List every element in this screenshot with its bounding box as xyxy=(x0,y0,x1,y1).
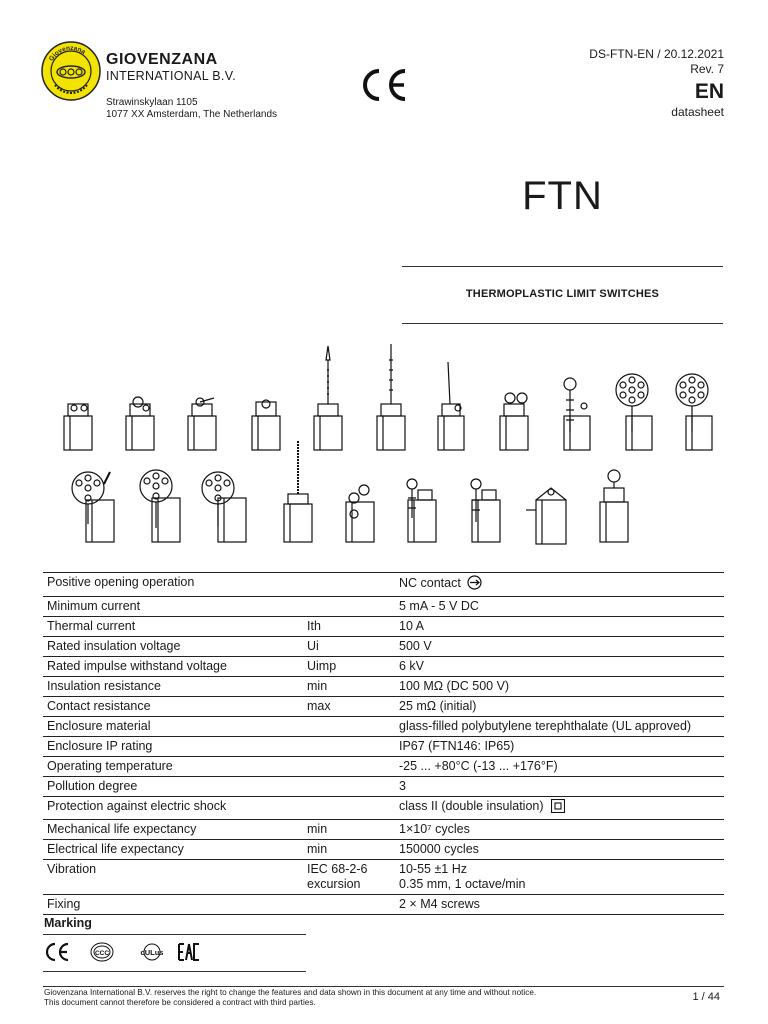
table-row xyxy=(43,717,724,737)
spec-symbol: min xyxy=(303,840,395,860)
switch-illustration xyxy=(407,479,436,542)
ce-mark-icon xyxy=(357,67,411,103)
table-row xyxy=(43,573,724,597)
product-title: FTN xyxy=(522,174,603,218)
switch-illustration xyxy=(471,479,500,542)
switch-illustration xyxy=(564,378,590,450)
table-row xyxy=(43,840,724,860)
company-subtitle: INTERNATIONAL B.V. xyxy=(106,69,236,83)
spec-symbol xyxy=(303,573,395,597)
ce-mark-icon xyxy=(44,942,70,967)
product-illustrations xyxy=(40,340,730,555)
table-row xyxy=(43,757,724,777)
spec-value: 2 × M4 screws xyxy=(395,895,724,915)
switch-illustration xyxy=(600,470,628,542)
spec-symbol: Ui xyxy=(303,637,395,657)
spec-name: Rated impulse withstand voltage xyxy=(43,657,303,677)
spec-value: 10-55 ±1 Hz xyxy=(399,862,468,876)
address-line-2: 1077 XX Amsterdam, The Netherlands xyxy=(106,109,278,120)
spec-symbol xyxy=(303,757,395,777)
switch-illustration xyxy=(188,398,216,450)
table-row xyxy=(43,657,724,677)
switch-illustration xyxy=(346,485,374,542)
spec-value-cell xyxy=(395,797,724,820)
spec-value: 6 kV xyxy=(395,657,724,677)
spec-name: Thermal current xyxy=(43,617,303,637)
table-row xyxy=(43,617,724,637)
marking-title: Marking xyxy=(44,916,92,930)
switch-illustration xyxy=(72,472,114,542)
spec-symbol: Uimp xyxy=(303,657,395,677)
spec-symbol xyxy=(303,777,395,797)
ccc-mark-icon xyxy=(90,942,114,967)
spec-name: Enclosure IP rating xyxy=(43,737,303,757)
document-code: DS-FTN-EN / 20.12.2021 xyxy=(589,47,724,61)
table-row xyxy=(43,677,724,697)
language-code: EN xyxy=(694,80,724,103)
spec-name: Rated insulation voltage xyxy=(43,637,303,657)
document-type: datasheet xyxy=(671,105,724,119)
spec-symbol: IEC 68-2-6 xyxy=(307,862,368,876)
switch-illustration xyxy=(616,374,652,450)
switch-illustration xyxy=(500,393,528,450)
ul-label: cULus xyxy=(140,948,164,957)
table-row xyxy=(43,597,724,617)
switch-illustration xyxy=(64,404,92,450)
table-row xyxy=(43,797,724,820)
spec-symbol-secondary: excursion xyxy=(307,877,361,891)
table-row xyxy=(43,820,724,840)
spec-name: Minimum current xyxy=(43,597,303,617)
spec-name: Insulation resistance xyxy=(43,677,303,697)
spec-value: 500 V xyxy=(395,637,724,657)
spec-symbol xyxy=(303,597,395,617)
switch-illustration xyxy=(252,400,280,450)
switch-illustration xyxy=(202,472,246,542)
marking-logos xyxy=(44,940,306,966)
spec-name: Fixing xyxy=(43,895,303,915)
spec-name: Vibration xyxy=(43,860,303,895)
switch-illustration xyxy=(284,440,312,542)
company-name: GIOVENZANA xyxy=(106,51,218,68)
spec-name: Mechanical life expectancy xyxy=(43,820,303,840)
spec-name: Electrical life expectancy xyxy=(43,840,303,860)
switch-illustration xyxy=(377,344,405,450)
spec-value: 3 xyxy=(395,777,724,797)
switch-illustration xyxy=(676,374,712,450)
footer-divider xyxy=(43,986,724,987)
spec-symbol xyxy=(303,797,395,820)
spec-symbol-cell xyxy=(303,860,395,895)
product-subtitle: THERMOPLASTIC LIMIT SWITCHES xyxy=(465,288,660,300)
spec-value: NC contact xyxy=(399,576,461,590)
spec-value-cell xyxy=(395,573,724,597)
address-line-1: Strawinskylaan 1105 xyxy=(106,97,198,108)
spec-value: 150000 cycles xyxy=(395,840,724,860)
table-row xyxy=(43,777,724,797)
marking-divider-top xyxy=(43,934,306,935)
spec-value: 100 MΩ (DC 500 V) xyxy=(395,677,724,697)
page-number: 1 / 44 xyxy=(692,991,720,1003)
eac-mark-icon xyxy=(178,942,200,967)
table-row xyxy=(43,697,724,717)
spec-name: Enclosure material xyxy=(43,717,303,737)
spec-symbol xyxy=(303,895,395,915)
spec-value: 25 mΩ (initial) xyxy=(395,697,724,717)
spec-value-cell xyxy=(395,860,724,895)
company-logo xyxy=(41,41,101,101)
switch-illustration xyxy=(526,488,566,544)
spec-value: 10 A xyxy=(395,617,724,637)
switch-illustration xyxy=(438,362,464,450)
spec-name: Contact resistance xyxy=(43,697,303,717)
spec-value: class II (double insulation) xyxy=(399,799,544,813)
table-row xyxy=(43,737,724,757)
spec-value: glass-filled polybutylene terephthalate (UL approved) xyxy=(395,717,724,737)
spec-name: Operating temperature xyxy=(43,757,303,777)
table-row xyxy=(43,860,724,895)
spec-symbol xyxy=(303,717,395,737)
footer-disclaimer-line-1: Giovenzana International B.V. reserves the right to change the features and data shown in this document at any time and without notice. xyxy=(44,988,537,997)
title-divider-top xyxy=(402,266,723,267)
switch-illustration xyxy=(126,397,154,450)
spec-value-secondary: 0.35 mm, 1 octave/min xyxy=(399,877,526,891)
title-divider-bottom xyxy=(402,323,723,324)
switch-illustration xyxy=(314,346,342,450)
table-row xyxy=(43,895,724,915)
spec-symbol xyxy=(303,737,395,757)
spec-value: IP67 (FTN146: IP65) xyxy=(395,737,724,757)
spec-value: 1×10⁷ cycles xyxy=(395,820,724,840)
logo-ring-text: Giovenzana xyxy=(47,44,87,63)
revision: Rev. 7 xyxy=(690,62,724,76)
spec-value: -25 ... +80°C (-13 ... +176°F) xyxy=(395,757,724,777)
positive-opening-icon xyxy=(467,575,482,594)
spec-name: Pollution degree xyxy=(43,777,303,797)
ccc-label: CCC xyxy=(94,950,110,957)
spec-symbol: min xyxy=(303,820,395,840)
spec-value: 5 mA - 5 V DC xyxy=(395,597,724,617)
spec-symbol: min xyxy=(303,677,395,697)
spec-name: Protection against electric shock xyxy=(43,797,303,820)
ul-mark-icon xyxy=(136,940,168,969)
spec-name: Positive opening operation xyxy=(43,573,303,597)
switch-illustration xyxy=(140,470,180,542)
specifications-table xyxy=(43,572,724,915)
spec-symbol: Ith xyxy=(303,617,395,637)
spec-symbol: max xyxy=(303,697,395,717)
footer-disclaimer-line-2: This document cannot therefore be considered a contract with third parties. xyxy=(44,998,316,1007)
marking-divider-bottom xyxy=(43,971,306,972)
double-insulation-icon xyxy=(551,799,565,817)
table-row xyxy=(43,637,724,657)
